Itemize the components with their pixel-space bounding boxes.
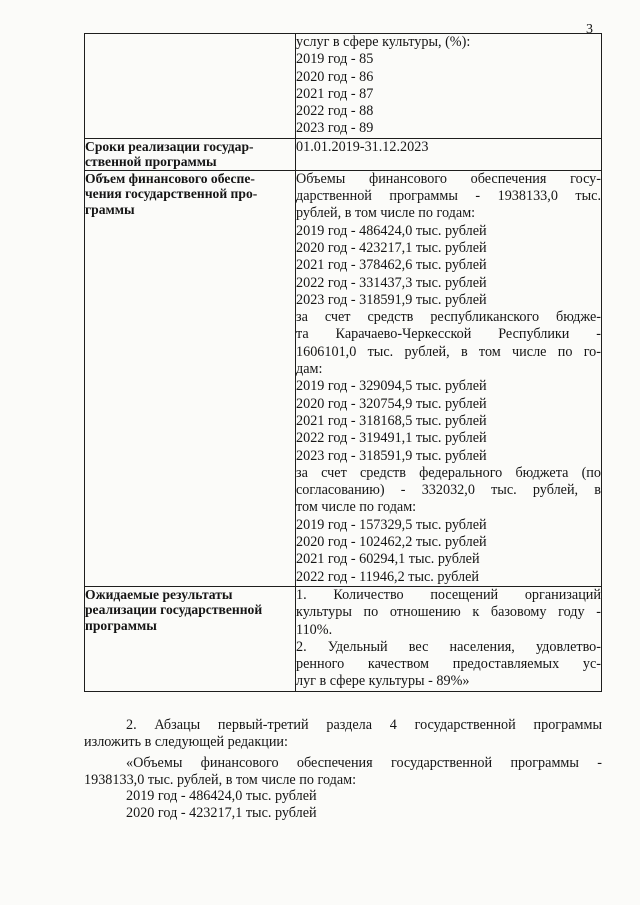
funding-value-cell (296, 170, 602, 586)
funding-year-line: 2019 год - 329094,5 тыс. рублей (296, 378, 487, 395)
indicator-values-cell (296, 34, 602, 139)
results-line: ренного качеством предоставляемых ус- (296, 656, 601, 673)
indicator-line: 2021 год - 87 (296, 85, 374, 102)
funding-line: согласованию) - 332032,0 тыс. рублей, в (296, 482, 601, 499)
results-line: 110%. (296, 621, 333, 638)
funding-year-line: 2020 год - 423217,1 тыс. рублей (296, 239, 487, 256)
results-line: 2. Удельный вес населения, удовлетво- (296, 638, 601, 655)
timeline-label-line: Сроки реализации государ- (85, 138, 254, 154)
funding-year-line: 2021 год - 60294,1 тыс. рублей (296, 551, 480, 568)
funding-line: за счет средств республиканского бюдже- (296, 309, 601, 326)
table-row-funding (85, 170, 602, 586)
table-row-timeline (85, 138, 602, 170)
funding-year-line: 2022 год - 319491,1 тыс. рублей (296, 430, 487, 447)
indicator-line: 2023 год - 89 (296, 120, 374, 137)
funding-line: рублей, в том числе по годам: (296, 205, 476, 222)
quote-line: «Объемы финансового обеспечения государственной программы - (126, 755, 602, 771)
funding-year-line: 2020 год - 320754,9 тыс. рублей (296, 395, 487, 412)
results-label-cell (85, 586, 296, 691)
timeline-label-cell (85, 138, 296, 170)
funding-label-line: граммы (85, 201, 135, 217)
paragraph-line: изложить в следующей редакции: (84, 733, 288, 750)
page-number: 3 (586, 22, 593, 37)
results-label-line: программы (85, 617, 157, 633)
funding-line: дам: (296, 361, 323, 378)
funding-year-line: 2023 год - 318591,9 тыс. рублей (296, 447, 487, 464)
indicator-line: 2022 год - 88 (296, 103, 374, 120)
funding-year-line: 2020 год - 102462,2 тыс. рублей (296, 534, 487, 551)
funding-line: 1606101,0 тыс. рублей, в том числе по го- (296, 343, 601, 360)
timeline-label-line: ственной программы (85, 154, 217, 170)
quote-year-line: 2019 год - 486424,0 тыс. рублей (126, 788, 317, 804)
funding-year-line: 2019 год - 486424,0 тыс. рублей (296, 222, 487, 239)
funding-line: дарственной программы - 1938133,0 тыс. (296, 188, 601, 205)
table-row-expected-results (85, 586, 602, 691)
program-passport-table (84, 33, 602, 692)
funding-line: том числе по годам: (296, 499, 417, 516)
funding-year-line: 2021 год - 378462,6 тыс. рублей (296, 257, 487, 274)
indicator-line: 2020 год - 86 (296, 68, 374, 85)
results-label-line: реализации государственной (85, 602, 263, 618)
funding-line: за счет средств федерального бюджета (по (296, 464, 601, 481)
funding-year-line: 2019 год - 157329,5 тыс. рублей (296, 516, 487, 533)
quote-line: 1938133,0 тыс. рублей, в том числе по годам: (84, 771, 357, 788)
funding-label-line: чения государственной про- (85, 186, 258, 202)
results-line: луг в сфере культуры - 89%» (296, 673, 470, 690)
indicator-line: 2019 год - 85 (296, 51, 374, 68)
amendment-paragraph-2 (84, 717, 602, 750)
funding-label-line: Объем финансового обеспе- (85, 170, 255, 186)
amendment-quote (84, 755, 602, 821)
funding-year-line: 2022 год - 11946,2 тыс. рублей (296, 568, 480, 585)
table-row-indicator-values (85, 34, 602, 139)
funding-label-cell (85, 170, 296, 586)
funding-year-line: 2022 год - 331437,3 тыс. рублей (296, 274, 487, 291)
results-label-line: Ожидаемые результаты (85, 586, 233, 602)
timeline-value-cell (296, 138, 602, 170)
results-line: 1. Количество посещений организаций (296, 586, 601, 603)
quote-year-line: 2020 год - 423217,1 тыс. рублей (126, 804, 317, 821)
funding-line: Объемы финансового обеспечения госу- (296, 170, 601, 187)
funding-year-line: 2021 год - 318168,5 тыс. рублей (296, 412, 487, 429)
timeline-value: 01.01.2019-31.12.2023 (296, 138, 429, 155)
funding-line: та Карачаево-Черкесской Республики - (296, 326, 601, 343)
results-value-cell (296, 586, 602, 691)
indicator-line: услуг в сфере культуры, (%): (296, 34, 471, 50)
paragraph-line: 2. Абзацы первый-третий раздела 4 государственной программы (126, 717, 602, 733)
row-label-empty (85, 34, 296, 139)
funding-year-line: 2023 год - 318591,9 тыс. рублей (296, 291, 487, 308)
results-line: культуры по отношению к базовому году - (296, 604, 601, 621)
